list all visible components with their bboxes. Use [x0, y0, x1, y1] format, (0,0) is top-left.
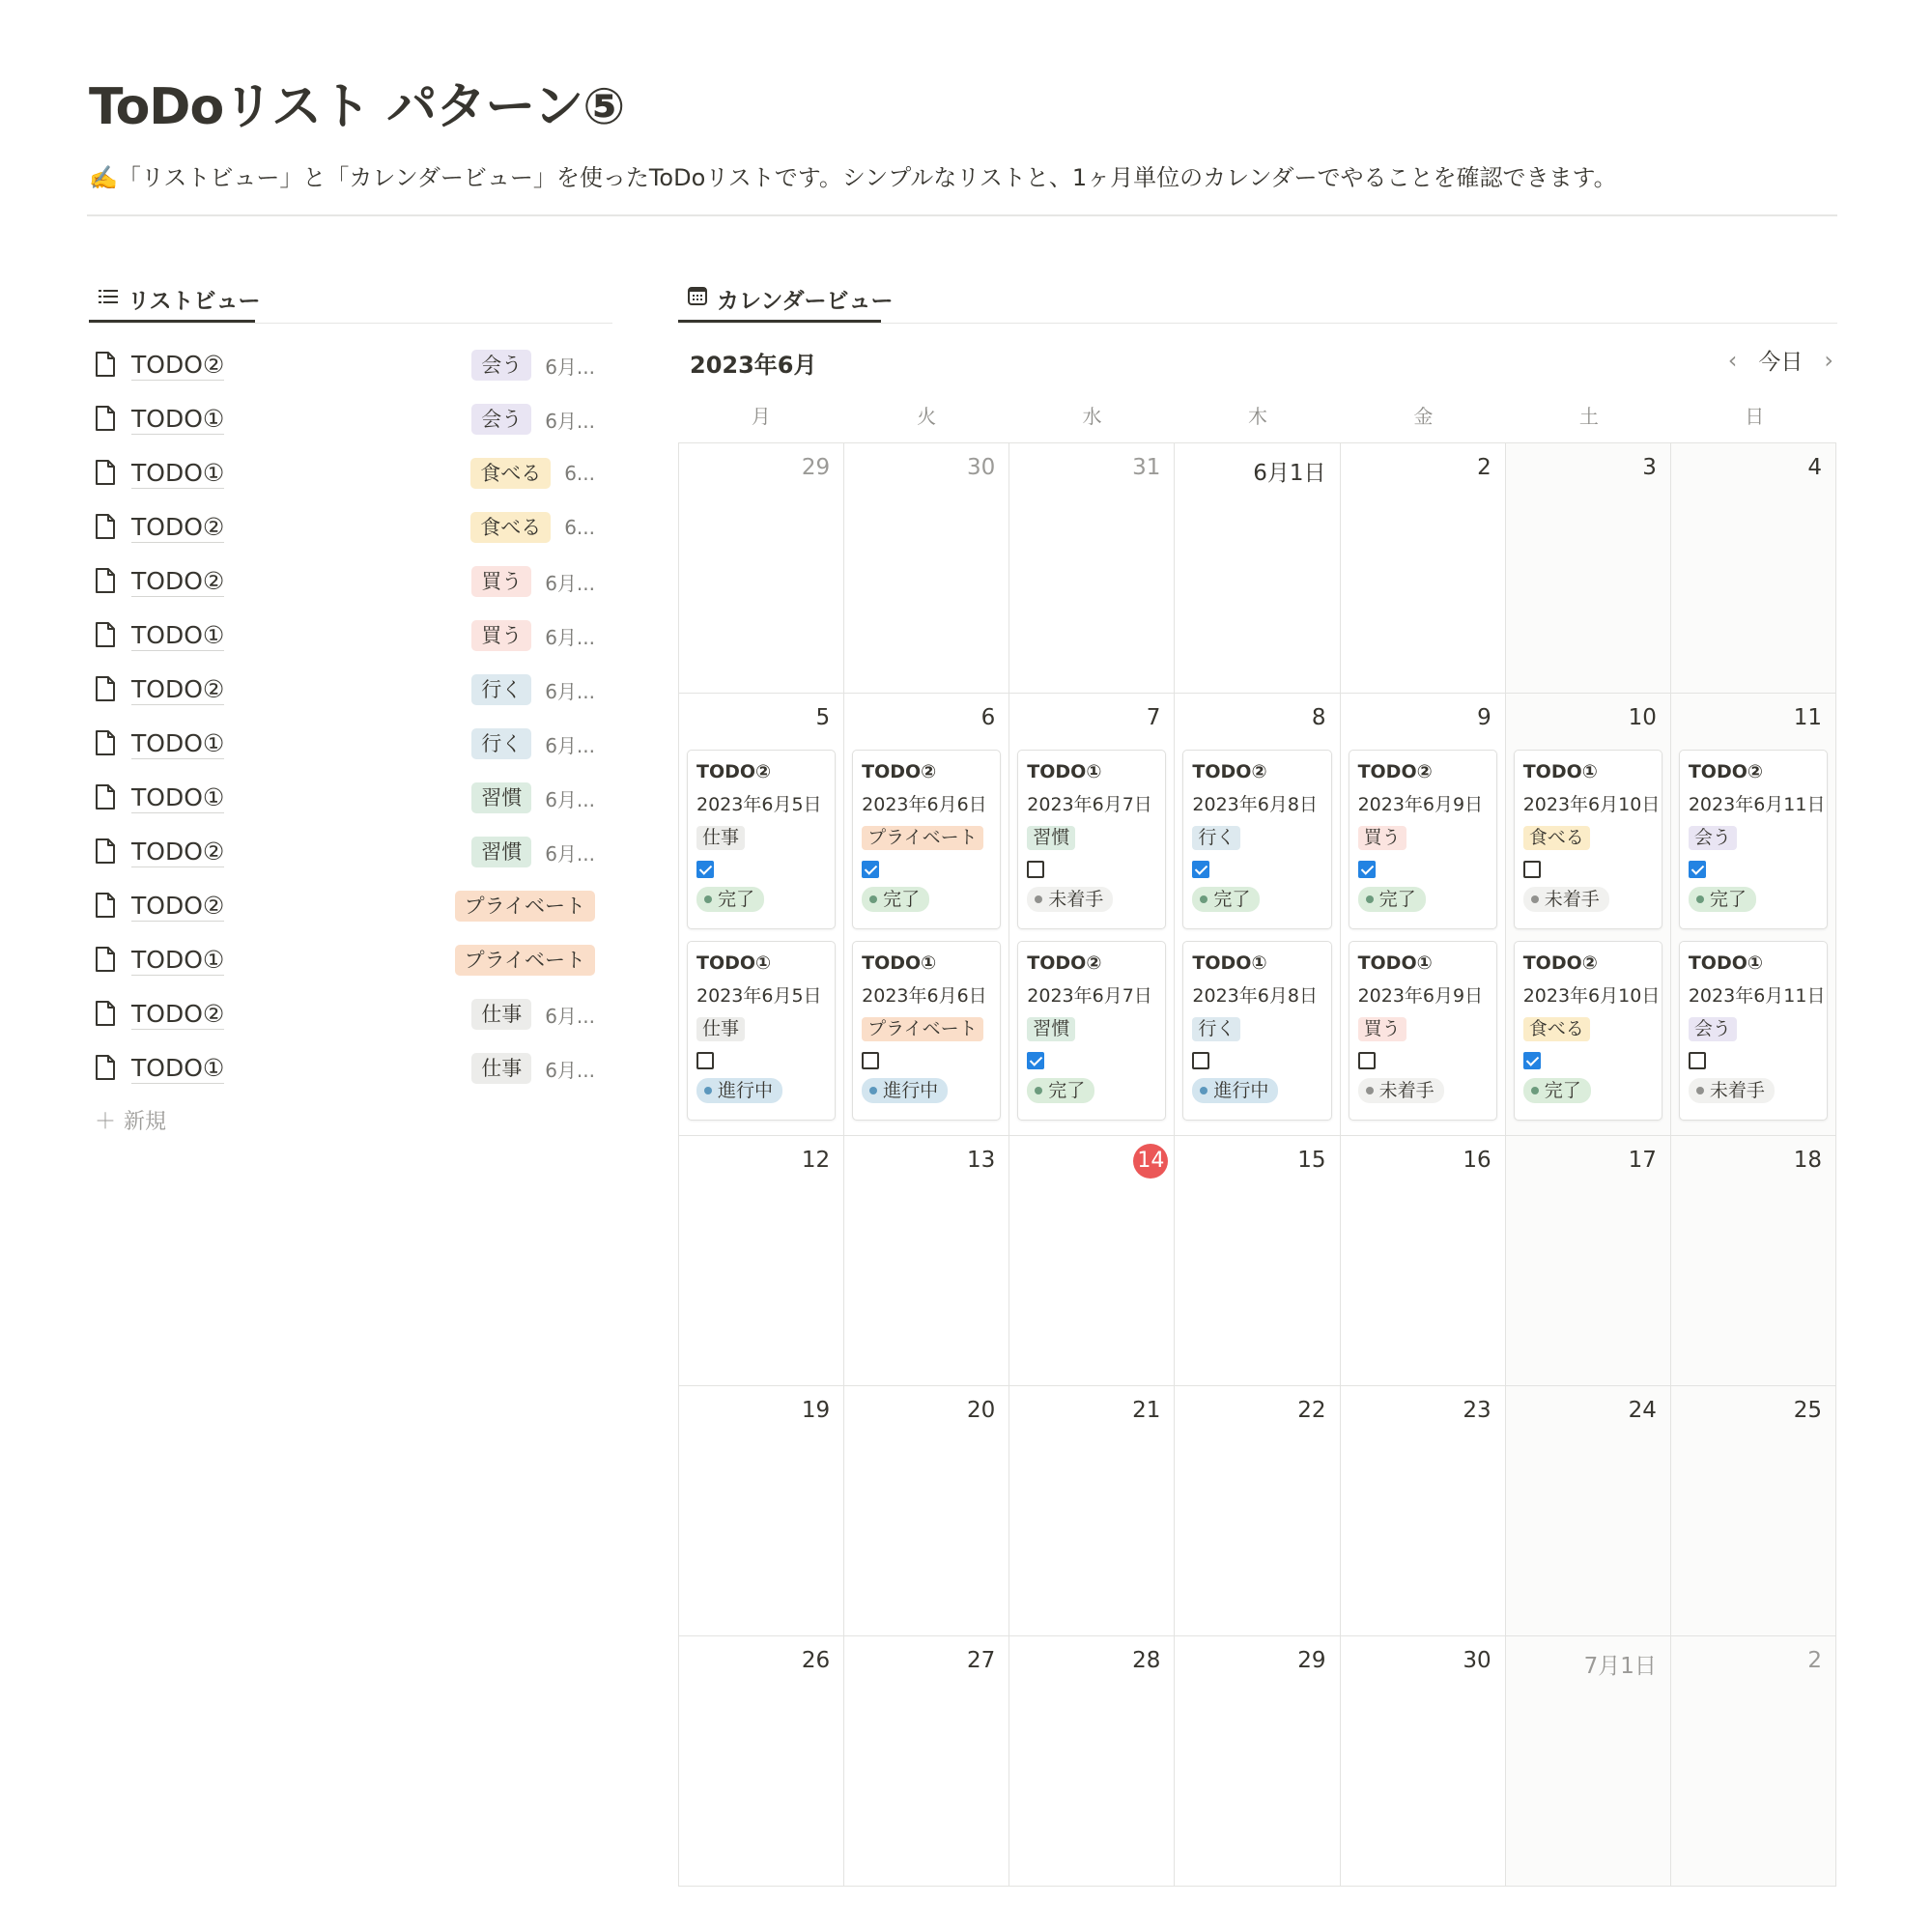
- status-dot-icon: [1035, 895, 1042, 903]
- tag-badge: 買う: [1358, 1017, 1406, 1041]
- calendar-day[interactable]: [1009, 1636, 1175, 1887]
- calendar-day[interactable]: [1506, 1136, 1671, 1386]
- done-checkbox[interactable]: [1027, 1052, 1044, 1069]
- tag-badge: 食べる: [470, 512, 551, 543]
- done-checkbox[interactable]: [1689, 861, 1706, 878]
- calendar-day[interactable]: [1175, 443, 1340, 694]
- status-dot-icon: [1200, 895, 1208, 903]
- list-item-date: 6...: [564, 516, 595, 539]
- event-date: 2023年6月5日: [696, 985, 822, 1007]
- date-number: 15: [1297, 1148, 1326, 1173]
- list-item-date: 6月...: [545, 355, 595, 379]
- weekday-label: 日: [1745, 405, 1765, 428]
- list-item[interactable]: [89, 663, 612, 717]
- calendar-day[interactable]: [1175, 694, 1340, 1136]
- event-date: 2023年6月6日: [862, 794, 987, 815]
- date-number: 6月1日: [1253, 461, 1326, 486]
- status-badge: [1358, 1078, 1444, 1103]
- list-item[interactable]: [89, 717, 612, 771]
- status-label: 未着手: [1544, 889, 1600, 910]
- date-number: 29: [801, 455, 831, 480]
- event-date: 2023年6月8日: [1192, 985, 1318, 1007]
- list-item[interactable]: [89, 879, 612, 933]
- list-item-properties: [470, 512, 595, 543]
- page-icon: [95, 729, 120, 758]
- event-card[interactable]: [1679, 750, 1828, 929]
- tag-badge: 習慣: [471, 837, 531, 867]
- tag-badge: 会う: [1689, 826, 1737, 850]
- event-title: TODO①: [862, 952, 937, 974]
- calendar-day[interactable]: [1506, 1636, 1671, 1887]
- calendar-day[interactable]: [679, 443, 844, 694]
- status-badge: [1027, 1078, 1094, 1103]
- done-checkbox[interactable]: [862, 1052, 879, 1069]
- list-view: [89, 338, 612, 1095]
- date-number: 7: [1146, 705, 1161, 730]
- status-dot-icon: [1531, 1087, 1539, 1094]
- calendar-day[interactable]: [1009, 1136, 1175, 1386]
- tag-badge: 仕事: [696, 1017, 745, 1041]
- status-badge: [1027, 887, 1113, 912]
- status-dot-icon: [869, 1087, 877, 1094]
- status-badge: [1192, 1078, 1278, 1103]
- tag-badge: プライベート: [862, 826, 982, 850]
- date-number: 23: [1463, 1398, 1492, 1423]
- date-number: 2: [1477, 455, 1492, 480]
- status-label: 未着手: [1048, 889, 1104, 910]
- calendar-day[interactable]: [1341, 1386, 1506, 1636]
- calendar-day[interactable]: [1175, 1136, 1340, 1386]
- list-item-title: TODO①: [131, 782, 225, 811]
- date-number: 3: [1642, 455, 1657, 480]
- done-checkbox[interactable]: [696, 1052, 714, 1069]
- list-item-title: TODO①: [131, 404, 225, 433]
- date-number: 20: [967, 1398, 996, 1423]
- page-icon: [95, 459, 120, 488]
- status-dot-icon: [869, 895, 877, 903]
- list-item-properties: [471, 404, 595, 435]
- calendar-day[interactable]: [1506, 1386, 1671, 1636]
- calendar-week: [679, 1386, 1836, 1636]
- list-item-title: TODO②: [131, 674, 225, 703]
- date-number: 8: [1311, 705, 1326, 730]
- new-item-label: 新規: [124, 1110, 167, 1134]
- list-item-title: TODO①: [131, 458, 225, 487]
- event-title: TODO②: [696, 761, 772, 782]
- event-card[interactable]: [1349, 941, 1497, 1121]
- list-item-title: TODO②: [131, 512, 225, 541]
- list-item[interactable]: [89, 392, 612, 446]
- tag-badge: 会う: [471, 350, 531, 381]
- calendar-day[interactable]: [1341, 1636, 1506, 1887]
- calendar-day[interactable]: [679, 1636, 844, 1887]
- event-card[interactable]: [1017, 941, 1166, 1121]
- weekday-label: 月: [751, 405, 771, 428]
- date-number: 18: [1793, 1148, 1822, 1173]
- event-title: TODO①: [1357, 952, 1433, 974]
- calendar-week: [679, 443, 1836, 694]
- event-card[interactable]: [687, 750, 836, 929]
- list-item[interactable]: [89, 933, 612, 987]
- event-title: TODO②: [862, 761, 937, 782]
- status-label: 完了: [1709, 889, 1747, 910]
- event-card[interactable]: [1349, 750, 1497, 929]
- list-item-date: 6...: [564, 462, 595, 485]
- status-dot-icon: [704, 895, 712, 903]
- calendar-grid: [678, 442, 1836, 1887]
- tag-badge: 行く: [1192, 1017, 1240, 1041]
- status-dot-icon: [1200, 1087, 1208, 1094]
- date-number: 28: [1132, 1648, 1161, 1673]
- done-checkbox[interactable]: [1192, 861, 1209, 878]
- tag-badge: 習慣: [1027, 826, 1075, 850]
- calendar-day[interactable]: [1341, 1136, 1506, 1386]
- event-card[interactable]: [687, 941, 836, 1121]
- event-date: 2023年6月10日: [1522, 985, 1661, 1007]
- status-label: 未着手: [1378, 1080, 1435, 1101]
- list-item[interactable]: [89, 446, 612, 500]
- list-item-date: 6月...: [545, 1004, 595, 1028]
- list-item-date: 6月...: [545, 787, 595, 811]
- date-number: 12: [801, 1148, 831, 1173]
- weekday-label: 金: [1413, 405, 1434, 428]
- event-title: TODO②: [1357, 761, 1433, 782]
- tag-badge: 会う: [1689, 1017, 1737, 1041]
- page-icon: [95, 838, 120, 867]
- calendar-day[interactable]: [844, 694, 1009, 1136]
- calendar-day[interactable]: [1671, 1136, 1836, 1386]
- event-title: TODO②: [1688, 761, 1763, 782]
- chevron-left-icon[interactable]: ‹: [1727, 346, 1738, 374]
- status-label: 完了: [883, 889, 921, 910]
- event-card[interactable]: [1182, 750, 1331, 929]
- calendar-day[interactable]: [1009, 443, 1175, 694]
- calendar-day[interactable]: [1506, 694, 1671, 1136]
- list-item-properties: [455, 945, 595, 976]
- event-title: TODO①: [696, 952, 772, 974]
- status-badge: [696, 887, 764, 912]
- list-item-date: 6月...: [545, 841, 595, 866]
- date-number: 21: [1132, 1398, 1161, 1423]
- calendar-day[interactable]: [1671, 1636, 1836, 1887]
- event-card[interactable]: [1514, 941, 1662, 1121]
- list-item-date: 6月...: [545, 679, 595, 703]
- list-item[interactable]: [89, 500, 612, 554]
- list-item-title: TODO①: [131, 945, 225, 974]
- status-label: 未着手: [1709, 1080, 1765, 1101]
- list-item[interactable]: [89, 338, 612, 392]
- calendar-day[interactable]: [679, 1386, 844, 1636]
- status-label: 完了: [1544, 1080, 1581, 1101]
- list-item-date: 6月...: [545, 733, 595, 757]
- done-checkbox[interactable]: [1358, 1052, 1376, 1069]
- page-icon: [95, 513, 120, 542]
- page-icon: [95, 892, 120, 921]
- event-date: 2023年6月7日: [1027, 794, 1152, 815]
- calendar-day[interactable]: [1175, 1636, 1340, 1887]
- list-item-properties: [471, 566, 595, 597]
- month-label: 2023年6月: [690, 352, 817, 379]
- tag-badge: 習慣: [471, 782, 531, 813]
- page-icon: [95, 1054, 120, 1083]
- list-item-properties: [470, 458, 595, 489]
- event-title: TODO①: [1522, 761, 1598, 782]
- status-badge: [1689, 887, 1756, 912]
- date-number: 25: [1793, 1398, 1822, 1423]
- event-title: TODO②: [1522, 952, 1598, 974]
- tag-badge: 仕事: [471, 999, 531, 1030]
- weekday-label: 土: [1578, 405, 1599, 428]
- page-icon: [95, 405, 120, 434]
- list-item-properties: [471, 674, 595, 705]
- date-number: 6: [980, 705, 996, 730]
- status-dot-icon: [1531, 895, 1539, 903]
- page-icon: [95, 1000, 120, 1029]
- done-checkbox[interactable]: [1523, 1052, 1541, 1069]
- date-number: 5: [815, 705, 831, 730]
- calendar-day[interactable]: [1671, 694, 1836, 1136]
- status-dot-icon: [1696, 895, 1704, 903]
- calendar-day[interactable]: [679, 1136, 844, 1386]
- status-dot-icon: [1035, 1087, 1042, 1094]
- page-icon: [95, 946, 120, 975]
- divider: [87, 214, 1837, 216]
- date-number: 26: [801, 1648, 831, 1673]
- weekday-header: [678, 401, 1837, 429]
- date-number: 9: [1477, 705, 1492, 730]
- status-badge: [1358, 887, 1426, 912]
- tag-badge: 仕事: [471, 1053, 531, 1084]
- list-item[interactable]: [89, 825, 612, 879]
- done-checkbox[interactable]: [1689, 1052, 1706, 1069]
- list-item-properties: [471, 999, 595, 1030]
- list-item[interactable]: [89, 609, 612, 663]
- date-number: 27: [967, 1648, 996, 1673]
- date-number: 30: [967, 455, 996, 480]
- list-item-date: 6月...: [545, 625, 595, 649]
- event-card[interactable]: [852, 941, 1001, 1121]
- event-date: 2023年6月11日: [1688, 794, 1826, 815]
- date-number: 22: [1297, 1398, 1326, 1423]
- list-item[interactable]: [89, 1041, 612, 1095]
- weekday-label: 木: [1247, 405, 1267, 428]
- calendar-day[interactable]: [844, 1386, 1009, 1636]
- date-number: 2: [1807, 1648, 1822, 1673]
- calendar-day[interactable]: [1506, 443, 1671, 694]
- list-item-date: 6月...: [545, 571, 595, 595]
- page-icon: [95, 351, 120, 380]
- list-item-title: TODO②: [131, 999, 225, 1028]
- plus-icon: ＋: [95, 1110, 117, 1134]
- tag-badge: 食べる: [1523, 826, 1590, 850]
- date-number: 11: [1793, 705, 1822, 730]
- list-item-title: TODO②: [131, 891, 225, 920]
- calendar-navigation: [1728, 344, 1833, 376]
- status-dot-icon: [1696, 1087, 1704, 1094]
- done-checkbox[interactable]: [1358, 861, 1376, 878]
- date-number: 4: [1807, 455, 1822, 480]
- event-title: TODO②: [1027, 952, 1102, 974]
- event-card[interactable]: [1679, 941, 1828, 1121]
- calendar-day[interactable]: [1341, 443, 1506, 694]
- event-date: 2023年6月6日: [862, 985, 987, 1007]
- list-item-title: TODO①: [131, 1053, 225, 1082]
- tag-badge: プライベート: [455, 891, 595, 922]
- calendar-day[interactable]: [1341, 694, 1506, 1136]
- tag-badge: 仕事: [696, 826, 745, 850]
- status-badge: [862, 887, 929, 912]
- date-number: 24: [1628, 1398, 1657, 1423]
- list-item-properties: [471, 782, 595, 813]
- status-label: 完了: [1213, 889, 1251, 910]
- calendar-day[interactable]: [679, 694, 844, 1136]
- date-number: 19: [801, 1398, 831, 1423]
- status-badge: [1523, 887, 1609, 912]
- date-number: 16: [1463, 1148, 1492, 1173]
- status-badge: [696, 1078, 782, 1103]
- tag-badge: 買う: [471, 620, 531, 651]
- event-card[interactable]: [1182, 941, 1331, 1121]
- list-item-date: 6月...: [545, 409, 595, 433]
- list-item-title: TODO①: [131, 620, 225, 649]
- event-title: TODO②: [1192, 761, 1267, 782]
- calendar-icon: [688, 286, 707, 311]
- tag-badge: 会う: [471, 404, 531, 435]
- list-item-properties: [471, 620, 595, 651]
- tag-badge: 行く: [471, 728, 531, 759]
- page-icon: [95, 675, 120, 704]
- list-item[interactable]: [89, 554, 612, 609]
- list-item[interactable]: [89, 771, 612, 825]
- status-badge: [1523, 1078, 1591, 1103]
- calendar-week: [679, 1136, 1836, 1386]
- list-item-properties: [471, 837, 595, 867]
- calendar-day[interactable]: [844, 1136, 1009, 1386]
- calendar-day[interactable]: [1009, 694, 1175, 1136]
- status-label: 進行中: [1213, 1080, 1269, 1101]
- date-number: 10: [1628, 705, 1657, 730]
- tag-badge: 食べる: [470, 458, 551, 489]
- calendar-day[interactable]: [1671, 1386, 1836, 1636]
- status-label: 完了: [718, 889, 755, 910]
- event-date: 2023年6月9日: [1357, 985, 1484, 1007]
- status-label: 完了: [1378, 889, 1416, 910]
- status-label: 進行中: [718, 1080, 774, 1101]
- tag-badge: 行く: [471, 674, 531, 705]
- status-label: 完了: [1048, 1080, 1086, 1101]
- tag-badge: 習慣: [1027, 1017, 1075, 1041]
- tab-list-view[interactable]: [89, 274, 270, 323]
- tag-badge: 買う: [1358, 826, 1406, 850]
- page-description: ✍️「リストビュー」と「カレンダービュー」を使ったToDoリストです。シンプルなリストと、1ヶ月単位のカレンダーでやることを確認できます。: [89, 164, 1617, 191]
- event-date: 2023年6月11日: [1688, 985, 1826, 1007]
- event-card[interactable]: [1017, 750, 1166, 929]
- event-date: 2023年6月10日: [1522, 794, 1661, 815]
- done-checkbox[interactable]: [1523, 861, 1541, 878]
- calendar-day[interactable]: [1175, 1386, 1340, 1636]
- event-title: TODO①: [1192, 952, 1267, 974]
- tag-badge: プライベート: [455, 945, 595, 976]
- divider: [678, 323, 1837, 324]
- calendar-day[interactable]: [1671, 443, 1836, 694]
- page-icon: [95, 621, 120, 650]
- status-badge: [1192, 887, 1260, 912]
- today-date-number: 14: [1133, 1144, 1168, 1179]
- list-item-date: 6月...: [545, 1058, 595, 1082]
- tag-badge: 買う: [471, 566, 531, 597]
- date-number: 29: [1297, 1648, 1326, 1673]
- event-title: TODO①: [1027, 761, 1102, 782]
- date-number: 17: [1628, 1148, 1657, 1173]
- tab-list-view-label: リストビュー: [128, 288, 261, 314]
- done-checkbox[interactable]: [696, 861, 714, 878]
- event-date: 2023年6月7日: [1027, 985, 1152, 1007]
- status-badge: [1689, 1078, 1775, 1103]
- tab-calendar-view[interactable]: [678, 274, 903, 323]
- list-item-properties: [471, 1053, 595, 1084]
- calendar-day[interactable]: [844, 443, 1009, 694]
- page-icon: [95, 567, 120, 596]
- list-icon: [99, 286, 118, 311]
- date-number: 31: [1132, 455, 1161, 480]
- done-checkbox[interactable]: [862, 861, 879, 878]
- calendar-week: [679, 1636, 1836, 1887]
- calendar-day[interactable]: [1009, 1386, 1175, 1636]
- tag-badge: 食べる: [1523, 1017, 1590, 1041]
- event-card[interactable]: [1514, 750, 1662, 929]
- list-item-properties: [455, 891, 595, 922]
- list-item-title: TODO②: [131, 350, 225, 379]
- done-checkbox[interactable]: [1027, 861, 1044, 878]
- list-item[interactable]: [89, 987, 612, 1041]
- status-dot-icon: [1366, 895, 1374, 903]
- page-title: ToDoリスト パターン⑤: [89, 78, 625, 136]
- new-item-button[interactable]: [95, 1105, 166, 1135]
- list-item-title: TODO②: [131, 566, 225, 595]
- event-date: 2023年6月9日: [1357, 794, 1484, 815]
- date-number: 7月1日: [1583, 1654, 1657, 1679]
- status-label: 進行中: [883, 1080, 939, 1101]
- event-date: 2023年6月5日: [696, 794, 822, 815]
- list-item-properties: [471, 350, 595, 381]
- list-item-properties: [471, 728, 595, 759]
- date-number: 30: [1463, 1648, 1492, 1673]
- status-dot-icon: [1366, 1087, 1374, 1094]
- calendar-day[interactable]: [844, 1636, 1009, 1887]
- divider: [89, 323, 612, 324]
- tag-badge: 行く: [1192, 826, 1240, 850]
- event-card[interactable]: [852, 750, 1001, 929]
- list-item-title: TODO②: [131, 837, 225, 866]
- date-number: 13: [967, 1148, 996, 1173]
- event-date: 2023年6月8日: [1192, 794, 1318, 815]
- calendar-week: [679, 694, 1836, 1136]
- tab-calendar-view-label: カレンダービュー: [717, 288, 894, 314]
- event-title: TODO①: [1688, 952, 1763, 974]
- tag-badge: プライベート: [862, 1017, 982, 1041]
- page-icon: [95, 783, 120, 812]
- status-dot-icon: [704, 1087, 712, 1094]
- done-checkbox[interactable]: [1192, 1052, 1209, 1069]
- chevron-right-icon[interactable]: ›: [1824, 346, 1833, 374]
- weekday-label: 火: [917, 405, 937, 428]
- status-badge: [862, 1078, 948, 1103]
- list-item-title: TODO①: [131, 728, 225, 757]
- today-button[interactable]: 今日: [1758, 350, 1804, 375]
- weekday-label: 水: [1082, 405, 1102, 428]
